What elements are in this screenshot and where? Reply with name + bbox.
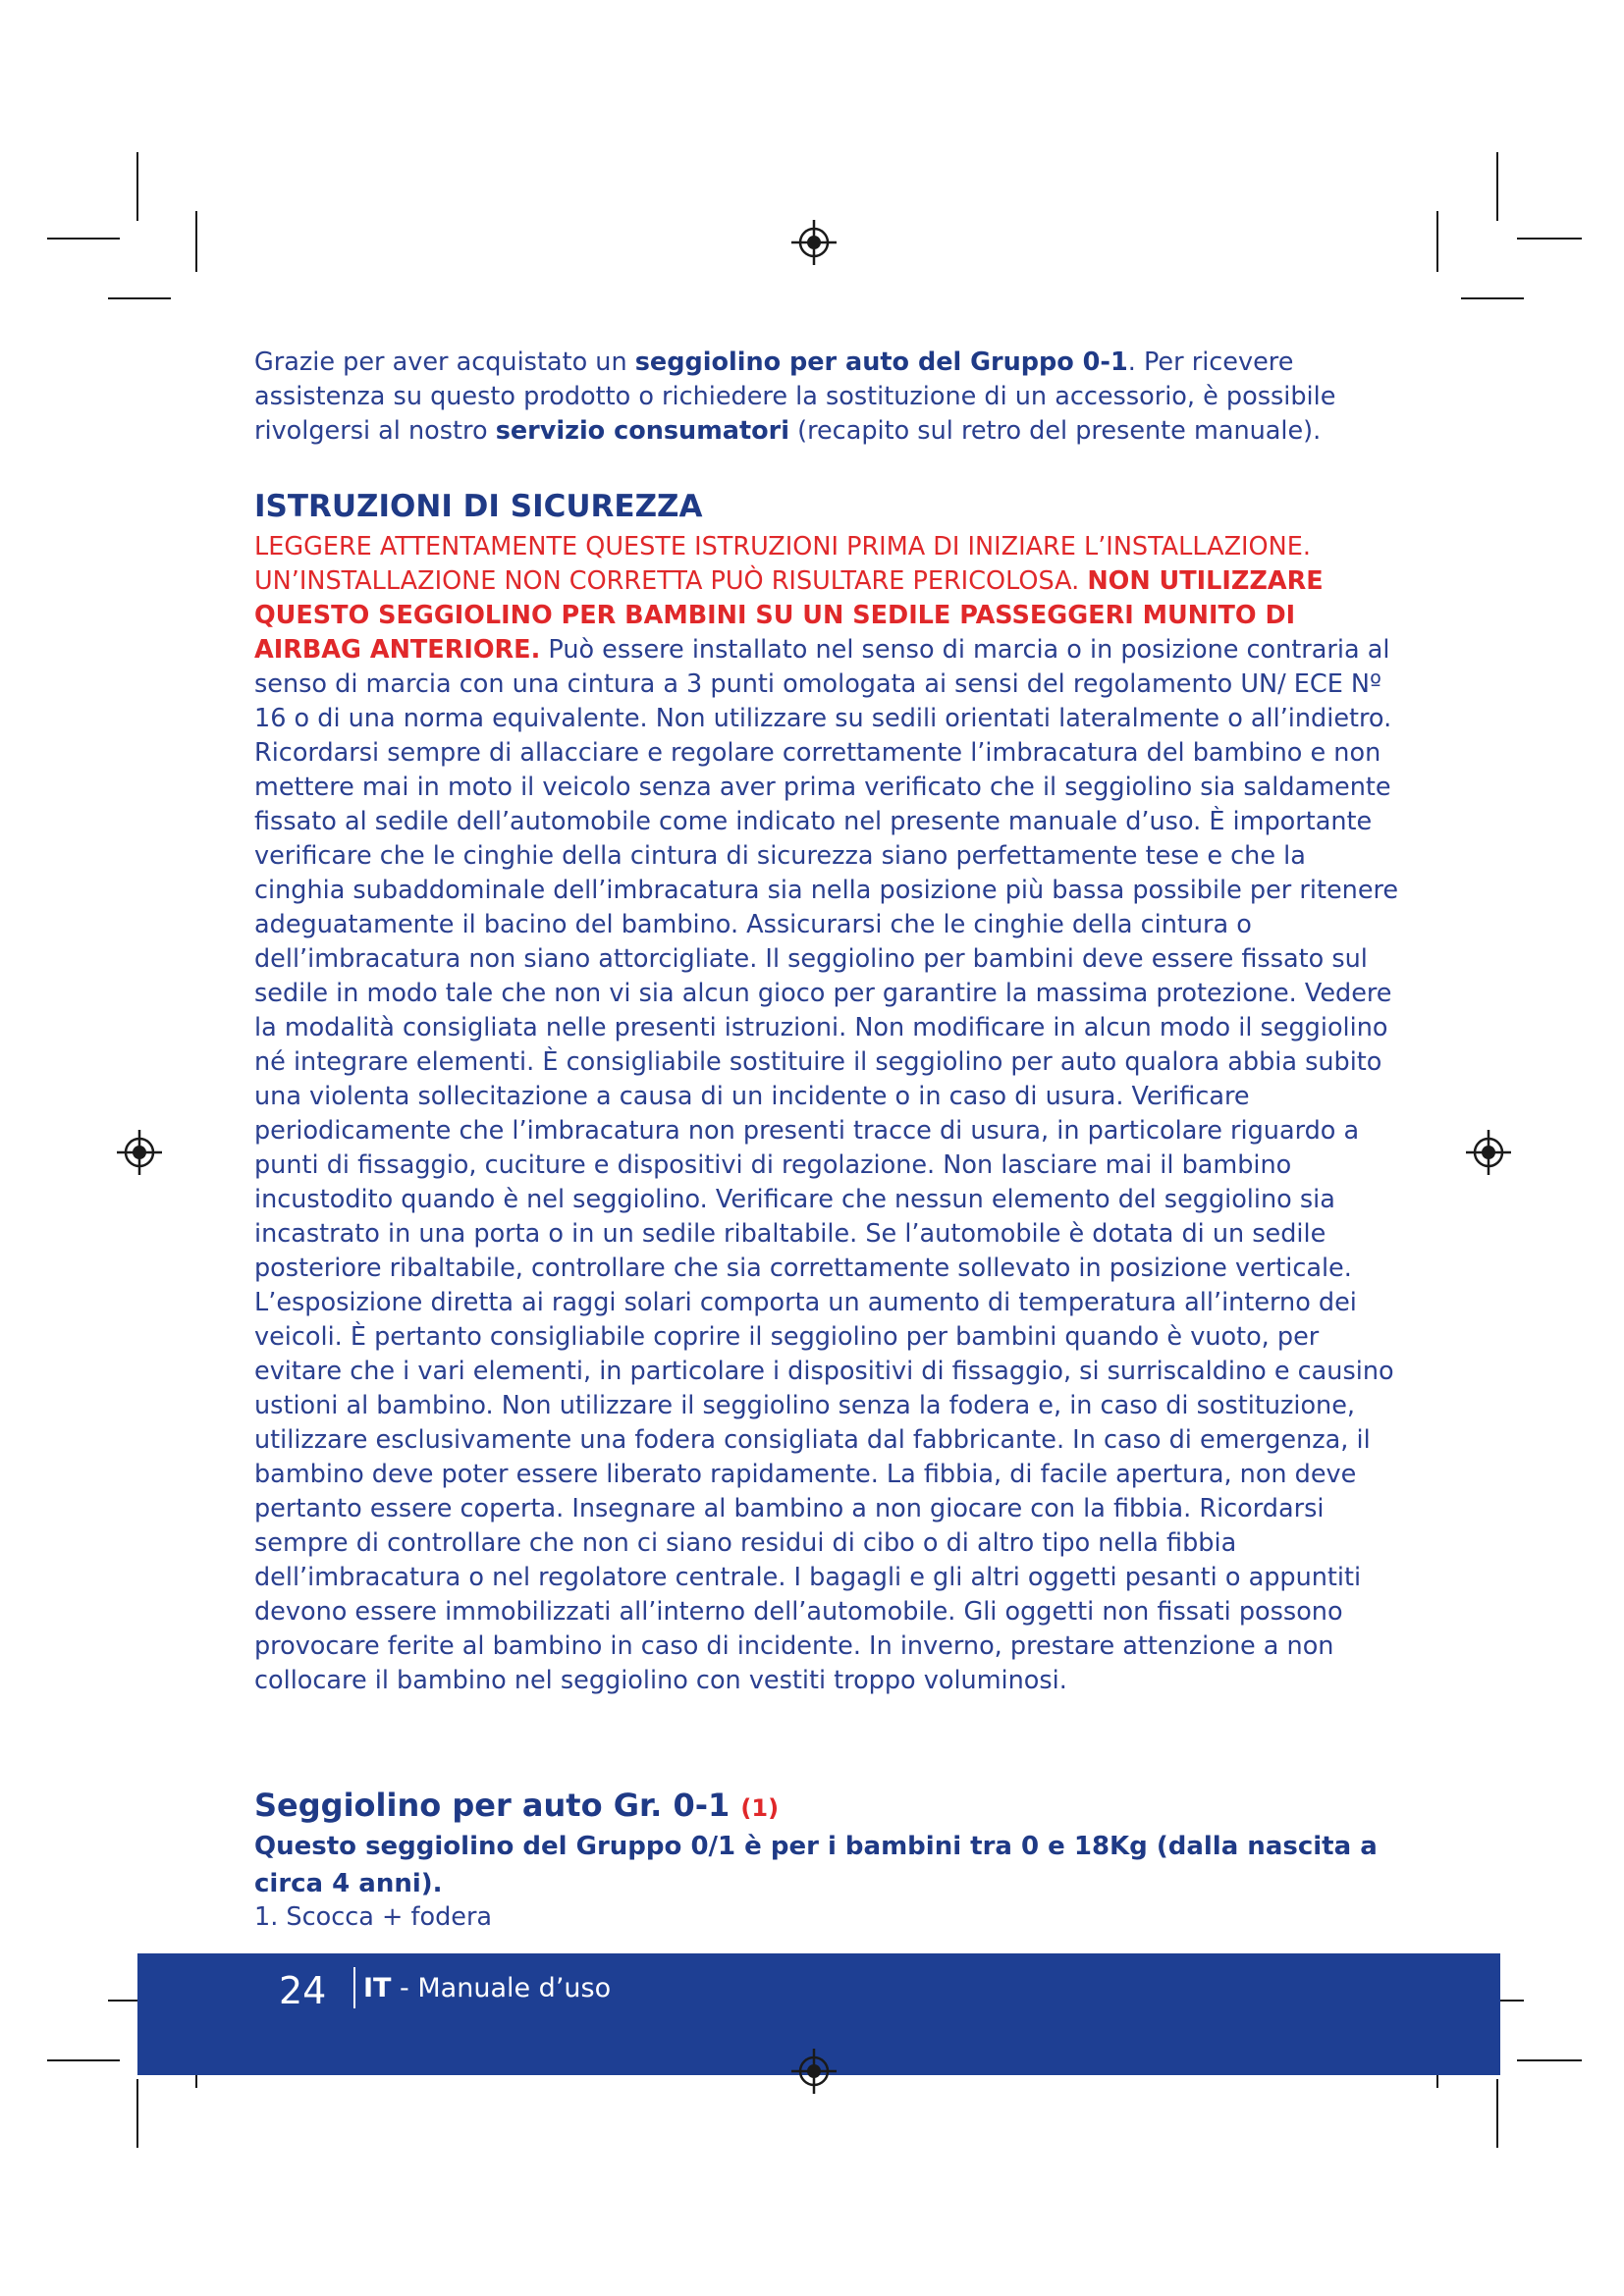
registration-mark-icon: [789, 2047, 839, 2096]
section-title: Seggiolino per auto Gr. 0-1: [254, 1787, 741, 1824]
intro-bold-product: seggiolino per auto del Gruppo 0-1: [634, 347, 1128, 377]
footer-divider: [353, 1967, 355, 2008]
crop-mark: [1517, 2059, 1582, 2061]
safety-warning: LEGGERE ATTENTAMENTE QUESTE ISTRUZIONI PRIMA DI INIZIARE L’INSTALLAZIONE. UN’INSTALLAZIONE NON CORRETTA PUÒ RISULTARE PERICOLOSA.: [254, 532, 1311, 596]
crop-mark: [47, 2059, 120, 2061]
intro-paragraph: [254, 346, 1413, 449]
safety-heading: ISTRUZIONI DI SICUREZZA: [254, 489, 703, 524]
crop-mark: [1496, 2079, 1498, 2148]
safety-airbag-warning: NON UTILIZZARE QUESTO SEGGIOLINO PER BAMBINI SU UN SEDILE PASSEGGERI MUNITO DI AIRBAG ANTERIORE.: [254, 566, 1324, 665]
list-item: 1. Scocca + fodera: [254, 1902, 493, 1932]
registration-mark-icon: [115, 1128, 164, 1177]
crop-mark: [1461, 297, 1524, 299]
crop-mark: [1436, 211, 1438, 272]
section-heading: [254, 1787, 779, 1824]
crop-mark: [1496, 152, 1498, 221]
section-subtitle: Questo seggiolino del Gruppo 0/1 è per i bambini tra 0 e 18Kg (dalla nascita a circa 4 anni).: [254, 1832, 1378, 1898]
crop-mark: [136, 152, 138, 221]
page-number: 24: [279, 1969, 327, 2012]
safety-body: Può essere installato nel senso di marcia o in posizione contraria al senso di marcia con una cintura a 3 punti omologata ai sensi del regolamento UN/ ECE Nº 16 o di una norma equivalente. Non utilizzare su sedili orientati lateralmente o all’indietro. Ricordarsi sempre di allacciare e regolare correttamente l’imbracatura del bambino e non mettere mai in moto il veicolo senza aver prima verificato che il seggiolino sia saldamente fissato al sedile dell’automobile come indicato nel presente manuale d’uso. È importante verificare che le cinghie della cintura di sicurezza siano perfettamente tese e che la cinghia subaddominale dell’imbracatura sia nella posizione più bassa possibile per ritenere adeguatamente il bacino del bambino. Assicurarsi che le cinghie della cintura o dell’imbracatura non siano attorcigliate. Il seggiolino per bambini deve essere fissato sul sedile in modo tale che non vi sia alcun gioco per garantire la massima protezione. Vedere la modalità consigliata nelle presenti istruzioni. Non modificare in alcun modo il seggiolino né integrare elementi. È consigliabile sostituire il seggiolino per auto qualora abbia subito una violenta sollecitazione a causa di un incidente o in caso di usura. Verificare periodicamente che l’imbracatura non presenti tracce di usura, in particolare riguardo a punti di fissaggio, cuciture e dispositivi di regolazione. Non lasciare mai il bambino incustodito quando è nel seggiolino. Verificare che nessun elemento del seggiolino sia incastrato in una porta o in un sedile ribaltabile. Se l’automobile è dotata di un sedile posteriore ribaltabile, controllare che sia correttamente sollevato in posizione verticale. L’esposizione diretta ai raggi solari comporta un aumento di temperatura all’interno dei veicoli. È pertanto consigliabile coprire il seggiolino per bambini quando è vuoto, per evitare che i vari elementi, in particolare i dispositivi di fissaggio, si surriscaldino e causino ustioni al bambino. Non utilizzare il seggiolino senza la fodera e, in caso di sostituzione, utilizzare esclusivamente una fodera consigliata dal fabbricante. In caso di emergenza, il bambino deve poter essere liberato rapidamente. La fibbia, di facile apertura, non deve pertanto essere coperta. Insegnare al bambino a non giocare con la fibbia. Ricordarsi sempre di controllare che non ci siano residui di cibo o di altro tipo nella fibbia dell’imbracatura o nel regolatore centrale. I bagagli e gli altri oggetti pesanti o appuntiti devono essere immobilizzati all’interno dell’automobile. Gli oggetti non fissati possono provocare ferite al bambino in caso di incidente. In inverno, prestare attenzione a non collocare il bambino nel seggiolino con vestiti troppo voluminosi.: [254, 635, 1399, 1695]
intro-text-1: Grazie per aver acquistato un: [254, 347, 635, 377]
intro-text-3: (recapito sul retro del presente manuale).: [789, 416, 1322, 446]
footer-manual-label: - Manuale d’uso: [391, 1973, 612, 2003]
footer-label: [363, 1973, 611, 2003]
crop-mark: [47, 238, 120, 240]
registration-mark-icon: [1464, 1128, 1513, 1177]
footer-lang: IT: [363, 1973, 392, 2003]
crop-mark: [108, 297, 171, 299]
section-title-ref: (1): [740, 1794, 780, 1822]
crop-mark: [195, 211, 197, 272]
crop-mark: [1517, 238, 1582, 240]
intro-bold-service: servizio consumatori: [495, 416, 790, 446]
crop-mark: [136, 2079, 138, 2148]
safety-instructions: [254, 530, 1403, 1698]
intro-text-2: . Per ricevere assistenza su questo prodotto o richiedere la sostituzione di un accessorio, è possibile rivolgersi al nostro: [254, 347, 1336, 446]
registration-mark-icon: [789, 218, 839, 267]
